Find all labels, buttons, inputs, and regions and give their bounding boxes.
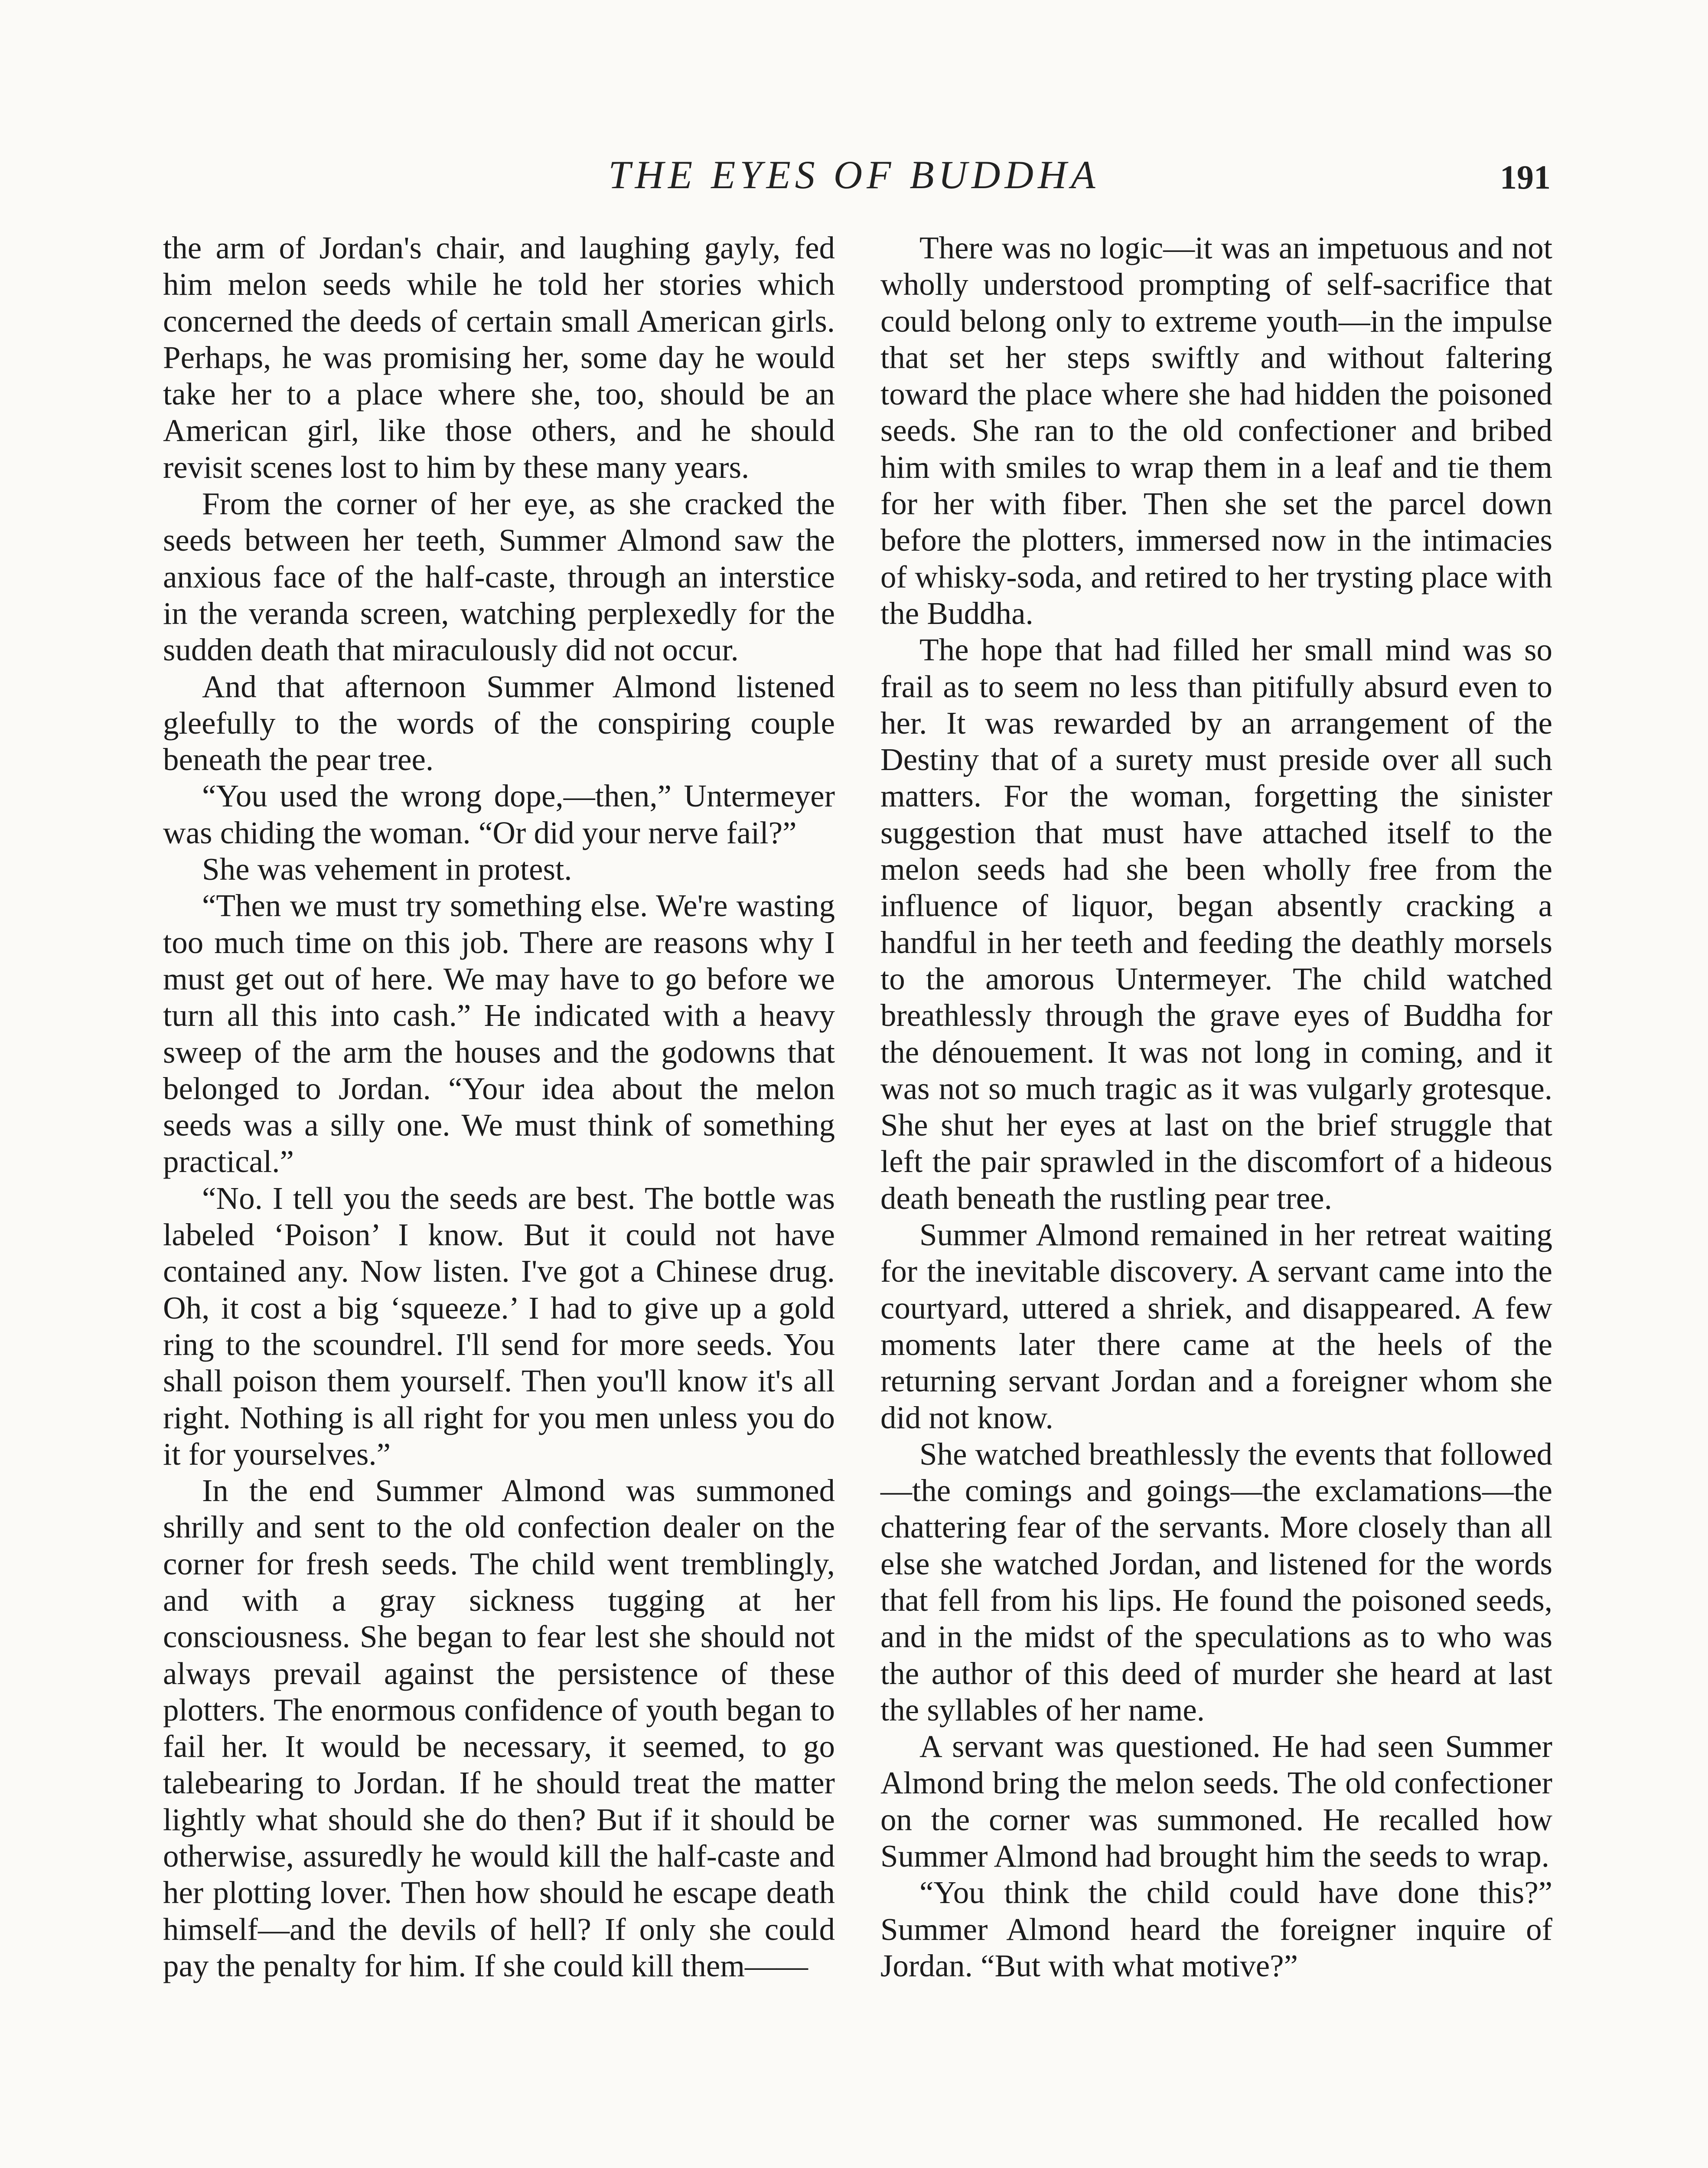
page-header [0, 143, 1708, 208]
paragraph: There was no logic—it was an impetuous and not wholly understood prompting of self-sacrifice that could belong only to extreme youth—in the impulse that set her steps swiftly and without faltering toward the place where she had hidden the poisoned seeds. She ran to the old confectioner and bribed him with smiles to wrap them in a leaf and tie them for her with fiber. Then she set the parcel down before the plotters, immersed now in the intimacies of whisky-soda, and retired to her trysting place with the Buddha. [880, 230, 1552, 631]
paragraph: In the end Summer Almond was summoned shrilly and sent to the old confection dealer on the corner for fresh seeds. The child went tremblingly, and with a gray sickness tugging at her consciousness. She began to fear lest she should not always prevail against the persistence of these plotters. The enormous confidence of youth began to fail her. It would be necessary, it seemed, to go talebearing to Jordan. If he should treat the matter lightly what should she do then? But if it should be otherwise, assuredly he would kill the half-caste and her plotting lover. Then how should he escape death himself—and the devils of hell? If only she could pay the penalty for him. If she could kill them—— [163, 1473, 835, 1983]
paragraph: And that afternoon Summer Almond listened gleefully to the words of the conspiring couple beneath the pear tree. [163, 669, 835, 777]
paragraph: “Then we must try something else. We're wasting too much time on this job. There are reasons why I must get out of here. We may have to go before we turn all this into cash.” He indicated with a heavy sweep of the arm the houses and the godowns that belonged to Jordan. “Your idea about the melon seeds was a silly one. We must think of something practical.” [163, 888, 835, 1179]
paragraph: She was vehement in protest. [202, 852, 572, 887]
page-number: 191 [1500, 158, 1551, 196]
paragraph: From the corner of her eye, as she cracked the seeds between her teeth, Summer Almond saw the anxious face of the half-caste, through an interstice in the veranda screen, watching perplexedly for the sudden death that miraculously did not occur. [163, 486, 835, 668]
paragraph: “You think the child could have done this?” Summer Almond heard the foreigner inquire of Jordan. “But with what motive?” [880, 1875, 1552, 1983]
paragraph: Summer Almond remained in her retreat waiting for the inevitable discovery. A servant came into the courtyard, uttered a shriek, and disappeared. A few moments later there came at the heels of the returning servant Jordan and a foreigner whom she did not know. [880, 1217, 1552, 1435]
paragraph: “No. I tell you the seeds are best. The bottle was labeled ‘Poison’ I know. But it could not have contained any. Now listen. I've got a Chinese drug. Oh, it cost a big ‘squeeze.’ I had to give up a gold ring to the scoundrel. I'll send for more seeds. You shall poison them yourself. Then you'll know it's all right. Nothing is all right for you men unless you do it for yourselves.” [163, 1180, 835, 1472]
right-column [880, 230, 1552, 1984]
paragraph: the arm of Jordan's chair, and laughing gayly, fed him melon seeds while he told her stories which concerned the deeds of certain small American girls. Perhaps, he was promising her, some day he would take her to a place where she, too, should be an American girl, like those others, and he should revisit scenes lost to him by these many years. [163, 230, 835, 485]
paragraph: A servant was questioned. He had seen Summer Almond bring the melon seeds. The old confectioner on the corner was summoned. He recalled how Summer Almond had brought him the seeds to wrap. [880, 1729, 1552, 1874]
left-column [163, 230, 835, 1984]
paragraph: The hope that had filled her small mind was so frail as to seem no less than pitifully absurd even to her. It was rewarded by an arrangement of the Destiny that of a surety must preside over all such matters. For the woman, forgetting the sinister suggestion that must have attached itself to the melon seeds had she been wholly free from the influence of liquor, began absently cracking a handful in her teeth and feeding the deathly morsels to the amorous Untermeyer. The child watched breathlessly through the grave eyes of Buddha for the dénouement. It was not long in coming, and it was not so much tragic as it was vulgarly grotesque. She shut her eyes at last on the brief struggle that left the pair sprawled in the discomfort of a hideous death beneath the rustling pear tree. [880, 632, 1552, 1216]
running-title: THE EYES OF BUDDHA [608, 153, 1100, 197]
paragraph: “You used the wrong dope,—then,” Untermeyer was chiding the woman. “Or did your nerve fail?” [163, 778, 835, 850]
paragraph: She watched breathlessly the events that followed—the comings and goings—the exclamations—the chattering fear of the servants. More closely than all else she watched Jordan, and listened for the words that fell from his lips. He found the poisoned seeds, and in the midst of the speculations as to who was the author of this deed of murder she heard at last the syllables of her name. [880, 1436, 1552, 1727]
